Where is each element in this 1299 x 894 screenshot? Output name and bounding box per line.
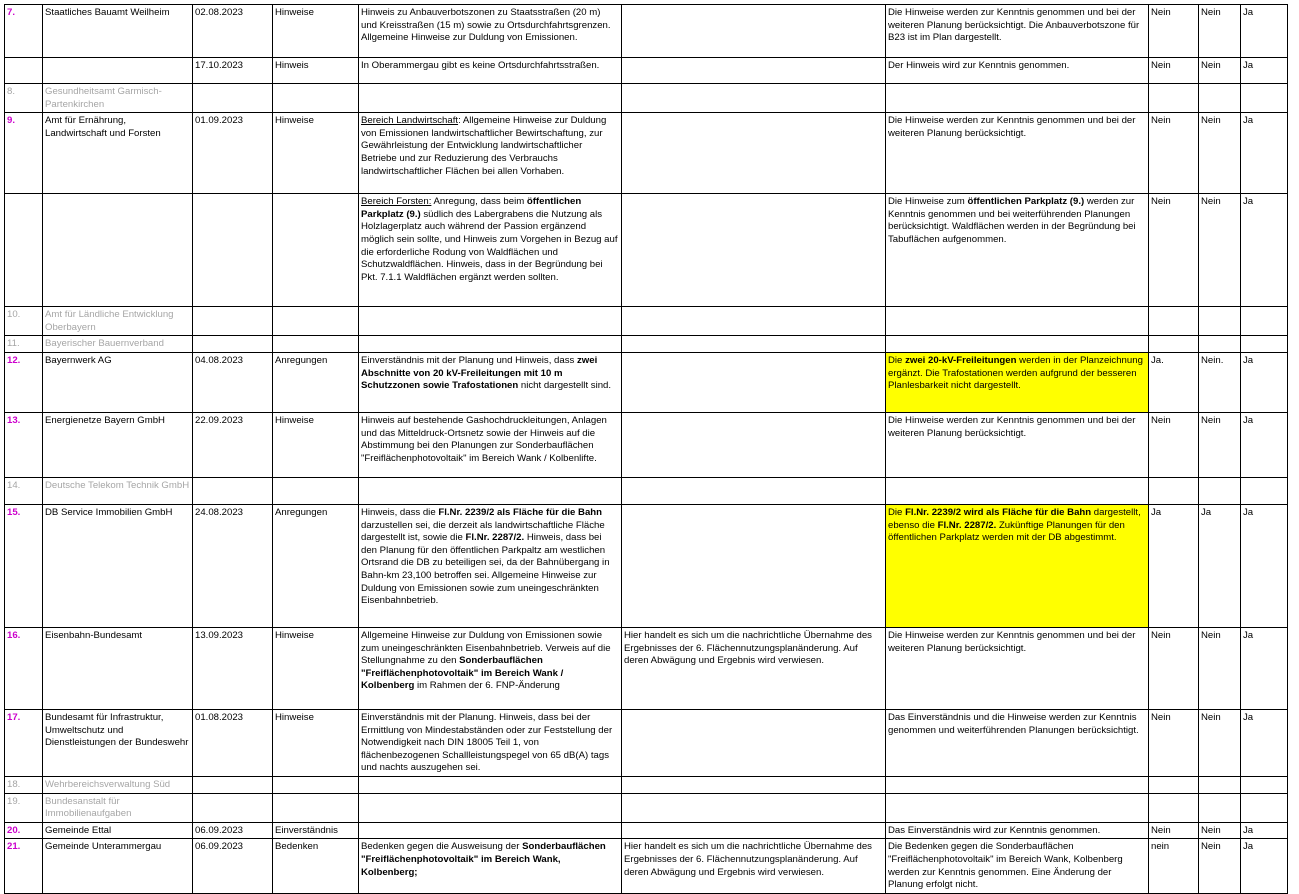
decision-col-2: Nein xyxy=(1199,113,1241,194)
content-text-run: darzustellen sei, die derzeit als landwirtschaftliche Fläche dargestellt ist, sowie die xyxy=(361,519,605,544)
content-text-run: Einverständnis mit der Planung. Hinweis, dass bei der Ermittlung von Mindestabständen oder zur Feststellung der Notwendigkeit nach DIN 18005 Teil 1, von flächenbezogenen Schallleistungspegel von 65 dB(A) tags und nachts auszugehen sei. xyxy=(361,711,613,774)
content-text-run: Fl.Nr. 2239/2 als Fläche für die Bahn xyxy=(438,506,603,518)
response xyxy=(886,84,1149,113)
row-number: 21. xyxy=(5,839,43,893)
organization: Amt für Ernährung, Landwirtschaft und Forsten xyxy=(43,113,193,194)
decision-col-1: Nein xyxy=(1149,822,1199,839)
organization: Deutsche Telekom Technik GmbH xyxy=(43,477,193,504)
response-text-run: Fl.Nr. 2287/2. xyxy=(937,519,997,531)
response xyxy=(886,307,1149,336)
decision-col-2: Ja xyxy=(1199,504,1241,627)
decision-col-3 xyxy=(1241,307,1288,336)
decision-col-1: nein xyxy=(1149,839,1199,893)
decision-col-3 xyxy=(1241,84,1288,113)
row-number: 16. xyxy=(5,627,43,709)
response-text-run: werden in der Planzeichnung ergänzt. Die Trafostationen werden aufgrund der besseren Planlesbarkeit nicht dargestellt. xyxy=(888,354,1143,392)
content-text-run: zwei Abschnitte von 20 kV-Freileitungen mit 10 m Schutzzonen sowie Trafostationen xyxy=(361,354,598,392)
content-text-run: nicht dargestellt sind. xyxy=(518,380,612,392)
decision-col-1: Nein xyxy=(1149,113,1199,194)
decision-col-1: Nein xyxy=(1149,5,1199,58)
date xyxy=(193,793,273,822)
date: 01.09.2023 xyxy=(193,113,273,194)
row-number: 20. xyxy=(5,822,43,839)
statement-content xyxy=(359,627,622,709)
remark xyxy=(622,307,886,336)
decision-col-3 xyxy=(1241,793,1288,822)
row-number xyxy=(5,194,43,307)
row-number: 18. xyxy=(5,776,43,793)
decision-col-3: Ja xyxy=(1241,504,1288,627)
statement-type: Hinweise xyxy=(273,709,359,776)
decision-col-2 xyxy=(1199,477,1241,504)
table-row xyxy=(5,412,1288,477)
organization: DB Service Immobilien GmbH xyxy=(43,504,193,627)
organization: Bayernwerk AG xyxy=(43,352,193,412)
response xyxy=(886,352,1149,412)
content-text-run: Einverständnis mit der Planung und Hinweis, dass xyxy=(361,354,577,366)
date xyxy=(193,194,273,307)
statement-type: Hinweis xyxy=(273,58,359,84)
table-row xyxy=(5,627,1288,709)
table-row xyxy=(5,352,1288,412)
row-number: 9. xyxy=(5,113,43,194)
decision-col-2: Nein. xyxy=(1199,352,1241,412)
decision-col-2 xyxy=(1199,793,1241,822)
response xyxy=(886,58,1149,84)
decision-col-2: Nein xyxy=(1199,58,1241,84)
content-text-run: Anregung, dass beim xyxy=(431,196,527,208)
date xyxy=(193,307,273,336)
decision-col-1: Nein xyxy=(1149,194,1199,307)
statement-content xyxy=(359,709,622,776)
decision-col-1: Ja xyxy=(1149,504,1199,627)
decision-col-3 xyxy=(1241,776,1288,793)
decision-col-2: Nein xyxy=(1199,194,1241,307)
decision-col-3: Ja xyxy=(1241,709,1288,776)
content-text-run: Allgemeine Hinweise zur Duldung von Emissionen sowie zum uneingeschränkten Eisenbahnbetrieb. Verweis auf die Stellungnahme zu den xyxy=(361,629,611,667)
statement-content xyxy=(359,412,622,477)
remark xyxy=(622,194,886,307)
decision-col-3: Ja xyxy=(1241,627,1288,709)
table-row xyxy=(5,477,1288,504)
response xyxy=(886,627,1149,709)
content-text-run: öffentlichen Parkplatz (9.) xyxy=(361,196,582,220)
organization: Gemeinde Unterammergau xyxy=(43,839,193,893)
decision-col-3 xyxy=(1241,336,1288,353)
decision-col-1: Nein xyxy=(1149,709,1199,776)
table-row xyxy=(5,822,1288,839)
statement-type xyxy=(273,307,359,336)
remark xyxy=(622,709,886,776)
statement-content xyxy=(359,839,622,893)
statement-content xyxy=(359,793,622,822)
remark xyxy=(622,504,886,627)
organization: Energienetze Bayern GmbH xyxy=(43,412,193,477)
statement-type: Bedenken xyxy=(273,839,359,893)
date: 01.08.2023 xyxy=(193,709,273,776)
content-text-run: im Rahmen der 6. FNP-Änderung xyxy=(414,680,560,692)
statement-content xyxy=(359,776,622,793)
statement-content xyxy=(359,352,622,412)
date: 24.08.2023 xyxy=(193,504,273,627)
response xyxy=(886,822,1149,839)
remark xyxy=(622,412,886,477)
remark xyxy=(622,477,886,504)
content-text-run: Sonderbauflächen "Freiflächenphotovoltaik" im Bereich Wank / Kolbenberg xyxy=(361,655,564,692)
decision-col-2: Nein xyxy=(1199,412,1241,477)
comments-table xyxy=(4,4,1288,894)
remark: Hier handelt es sich um die nachrichtliche Übernahme des Ergebnisses der 6. Flächennutzungsplanänderung. Auf deren Abwägung und Ergebnis wird verwiesen. xyxy=(622,627,886,709)
statement-type: Anregungen xyxy=(273,352,359,412)
response-text-run: werden zur Kenntnis genommen und bei weiterführenden Planungen berücksichtigt. Waldflächen werden in der Begründung bei Tabuflächen aufgenommen. xyxy=(888,196,1136,245)
response-text-run: Das Einverständnis wird zur Kenntnis genommen. xyxy=(888,824,1101,836)
organization: Wehrbereichsverwaltung Süd xyxy=(43,776,193,793)
remark xyxy=(622,776,886,793)
table-row xyxy=(5,776,1288,793)
date xyxy=(193,477,273,504)
table-body xyxy=(5,5,1288,894)
response xyxy=(886,336,1149,353)
date: 04.08.2023 xyxy=(193,352,273,412)
decision-col-2 xyxy=(1199,336,1241,353)
date xyxy=(193,84,273,113)
decision-col-1 xyxy=(1149,307,1199,336)
statement-type: Hinweise xyxy=(273,412,359,477)
content-text-run: Hinweis zu Anbauverbotszonen zu Staatsstraßen (20 m) und Kreisstraßen (15 m) sowie zu Ortsdurchfahrtsgrenzen. Allgemeine Hinweise zur Duldung von Emissionen. xyxy=(361,7,611,44)
row-number: 17. xyxy=(5,709,43,776)
date: 22.09.2023 xyxy=(193,412,273,477)
response-text-run: Die Hinweise zum xyxy=(888,196,968,208)
statement-type xyxy=(273,194,359,307)
content-text-run: Bedenken gegen die Ausweisung der xyxy=(361,841,523,853)
organization: Bayerischer Bauernverband xyxy=(43,336,193,353)
decision-col-3: Ja xyxy=(1241,352,1288,412)
content-text-run: Hinweis, dass bei den Planung für den öffentlichen Parkpaltz am westlichen Ortsrand die DB zu beteiligen sei, da der Bahnübergang in Bahn-km 23,100 betroffen sei. Allgemeine Hinweise zur Duldung von Emissionen sowie zum uneingeschränkten Eisenbahnbetrieb. xyxy=(361,532,610,607)
remark xyxy=(622,793,886,822)
organization: Gesundheitsamt Garmisch-Partenkirchen xyxy=(43,84,193,113)
row-number: 15. xyxy=(5,504,43,627)
remark xyxy=(622,84,886,113)
response xyxy=(886,776,1149,793)
table-row xyxy=(5,504,1288,627)
decision-col-2: Nein xyxy=(1199,5,1241,58)
statement-content xyxy=(359,307,622,336)
table-row xyxy=(5,58,1288,84)
response-text-run: Die xyxy=(888,506,906,518)
content-text-run: Hinweis auf bestehende Gashochdruckleitungen, Anlagen und das Mitteldruck-Ortsnetz sowie der Hinweis auf die Abstimmung bei den Planungen zur Sonderbauflächen "Freiflächenphotovoltaik" im Bereich Wank / Kolbenlifte. xyxy=(361,414,607,464)
remark: Hier handelt es sich um die nachrichtliche Übernahme des Ergebnisses der 6. Flächennutzungsplanänderung. Auf deren Abwägung und Ergebnis wird verwiesen. xyxy=(622,839,886,893)
organization: Staatliches Bauamt Weilheim xyxy=(43,5,193,58)
organization: Bundesanstalt für Immobilienaufgaben xyxy=(43,793,193,822)
decision-col-1: Nein xyxy=(1149,627,1199,709)
table-row xyxy=(5,839,1288,893)
decision-col-2: Nein xyxy=(1199,627,1241,709)
decision-col-1 xyxy=(1149,776,1199,793)
statement-type: Anregungen xyxy=(273,504,359,627)
content-text-run: Bereich Forsten: xyxy=(361,196,432,208)
organization: Gemeinde Ettal xyxy=(43,822,193,839)
statement-content xyxy=(359,58,622,84)
table-row xyxy=(5,709,1288,776)
date: 06.09.2023 xyxy=(193,822,273,839)
statement-type: Hinweise xyxy=(273,5,359,58)
response xyxy=(886,504,1149,627)
decision-col-2: Nein xyxy=(1199,822,1241,839)
response xyxy=(886,412,1149,477)
response-text-run: Die Hinweise werden zur Kenntnis genommen und bei der weiteren Planung berücksichtigt. xyxy=(888,629,1136,654)
decision-col-3: Ja xyxy=(1241,822,1288,839)
decision-col-2 xyxy=(1199,307,1241,336)
decision-col-2 xyxy=(1199,84,1241,113)
decision-col-1 xyxy=(1149,336,1199,353)
organization: Bundesamt für Infrastruktur, Umweltschutz und Dienstleistungen der Bundeswehr xyxy=(43,709,193,776)
statement-type xyxy=(273,793,359,822)
date: 13.09.2023 xyxy=(193,627,273,709)
organization: Eisenbahn-Bundesamt xyxy=(43,627,193,709)
decision-col-1 xyxy=(1149,793,1199,822)
decision-col-1: Nein xyxy=(1149,58,1199,84)
decision-col-1: Ja. xyxy=(1149,352,1199,412)
remark xyxy=(622,58,886,84)
response xyxy=(886,5,1149,58)
statement-type xyxy=(273,776,359,793)
statement-type xyxy=(273,477,359,504)
remark xyxy=(622,113,886,194)
remark xyxy=(622,336,886,353)
statement-type xyxy=(273,336,359,353)
response-text-run: Die Hinweise werden zur Kenntnis genommen und bei der weiteren Planung berücksichtigt. Die Anbauverbotszone für B23 ist im Plan dargestellt. xyxy=(888,7,1140,44)
organization xyxy=(43,194,193,307)
decision-col-1: Nein xyxy=(1149,412,1199,477)
decision-col-3: Ja xyxy=(1241,839,1288,893)
statement-type: Einverständnis xyxy=(273,822,359,839)
response-text-run: Fl.Nr. 2239/2 wird als Fläche für die Bahn xyxy=(905,506,1092,518)
statement-content xyxy=(359,5,622,58)
decision-col-2 xyxy=(1199,776,1241,793)
response-text-run: Der Hinweis wird zur Kenntnis genommen. xyxy=(888,60,1070,71)
response-text-run: öffentlichen Parkplatz (9.) xyxy=(967,196,1085,208)
response-text-run: Die Hinweise werden zur Kenntnis genommen und bei der weiteren Planung berücksichtigt. xyxy=(888,115,1136,139)
content-text-run: Sonderbauflächen "Freiflächenphotovoltaik" im Bereich Wank, Kolbenberg; xyxy=(361,841,606,878)
response xyxy=(886,194,1149,307)
response-text-run: Das Einverständnis und die Hinweise werden zur Kenntnis genommen und weiterführenden Planungen berücksichtigt. xyxy=(888,711,1139,736)
decision-col-2: Nein xyxy=(1199,839,1241,893)
response-text-run: Die xyxy=(888,354,906,366)
organization xyxy=(43,58,193,84)
statement-content xyxy=(359,822,622,839)
date xyxy=(193,336,273,353)
decision-col-2: Nein xyxy=(1199,709,1241,776)
organization: Amt für Ländliche Entwicklung Oberbayern xyxy=(43,307,193,336)
row-number: 19. xyxy=(5,793,43,822)
row-number: 13. xyxy=(5,412,43,477)
response xyxy=(886,709,1149,776)
table-row xyxy=(5,113,1288,194)
decision-col-3: Ja xyxy=(1241,194,1288,307)
table-row xyxy=(5,84,1288,113)
response xyxy=(886,793,1149,822)
response-text-run: Die Hinweise werden zur Kenntnis genommen und bei der weiteren Planung berücksichtigt. xyxy=(888,414,1136,439)
content-text-run: In Oberammergau gibt es keine Ortsdurchfahrtsstraßen. xyxy=(361,60,600,71)
date: 02.08.2023 xyxy=(193,5,273,58)
content-text-run: Fl.Nr. 2287/2. xyxy=(465,532,525,544)
response xyxy=(886,113,1149,194)
statement-content xyxy=(359,194,622,307)
row-number: 8. xyxy=(5,84,43,113)
date: 17.10.2023 xyxy=(193,58,273,84)
response-text-run: Zukünftige Planungen für den öffentlichen Parkplatz werden mit der DB abgestimmt. xyxy=(888,519,1125,544)
row-number: 11. xyxy=(5,336,43,353)
statement-content xyxy=(359,477,622,504)
statement-content xyxy=(359,113,622,194)
response xyxy=(886,477,1149,504)
row-number: 12. xyxy=(5,352,43,412)
content-text-run: südlich des Labergrabens die Nutzung als Holzlagerplatz auch während der Passion ergänzend möglich sein sollte, und Hinweis zum Vorgehen in Bezug auf die erforderliche Rodung von Waldflächen und Schutzwaldflächen. Hinweis, dass in der Begründung bei Pkt. 7.1.1 Waldflächen ergänzt werden sollten. xyxy=(361,208,618,283)
row-number: 14. xyxy=(5,477,43,504)
response xyxy=(886,839,1149,893)
row-number: 7. xyxy=(5,5,43,58)
statement-content xyxy=(359,336,622,353)
row-number: 10. xyxy=(5,307,43,336)
statement-type: Hinweise xyxy=(273,627,359,709)
date xyxy=(193,776,273,793)
table-row xyxy=(5,336,1288,353)
date: 06.09.2023 xyxy=(193,839,273,893)
decision-col-3: Ja xyxy=(1241,58,1288,84)
table-row xyxy=(5,793,1288,822)
statement-type xyxy=(273,84,359,113)
decision-col-3 xyxy=(1241,477,1288,504)
table-row xyxy=(5,307,1288,336)
decision-col-3: Ja xyxy=(1241,113,1288,194)
decision-col-3: Ja xyxy=(1241,412,1288,477)
table-row xyxy=(5,194,1288,307)
table-row xyxy=(5,5,1288,58)
response-text-run: dargestellt, ebenso die xyxy=(888,506,1141,531)
content-text-run: : Allgemeine Hinweise zur Duldung von Emissionen landwirtschaftlicher Bewirtschaftung, zur Gewährleistung der Entwicklung landwirtschaftlicher Betriebe und zur Reduzierung des Verbrauchs landwirtschaftlicher Flächen bei allen Vorhaben. xyxy=(361,115,607,177)
content-text-run: Bereich Landwirtschaft xyxy=(361,115,459,127)
content-text-run: Hinweis, dass die xyxy=(361,506,439,518)
decision-col-3: Ja xyxy=(1241,5,1288,58)
statement-content xyxy=(359,84,622,113)
remark xyxy=(622,5,886,58)
response-text-run: Die Bedenken gegen die Sonderbauflächen "Freiflächenphotovoltaik" im Bereich Wank, Kolbenberg werden zur Kenntnis genommen. Eine Änderung der Planung erfolgt nicht. xyxy=(888,841,1123,891)
decision-col-1 xyxy=(1149,84,1199,113)
row-number xyxy=(5,58,43,84)
statement-content xyxy=(359,504,622,627)
remark xyxy=(622,822,886,839)
remark xyxy=(622,352,886,412)
response-text-run: zwei 20-kV-Freileitungen xyxy=(905,354,1017,366)
decision-col-1 xyxy=(1149,477,1199,504)
statement-type: Hinweise xyxy=(273,113,359,194)
